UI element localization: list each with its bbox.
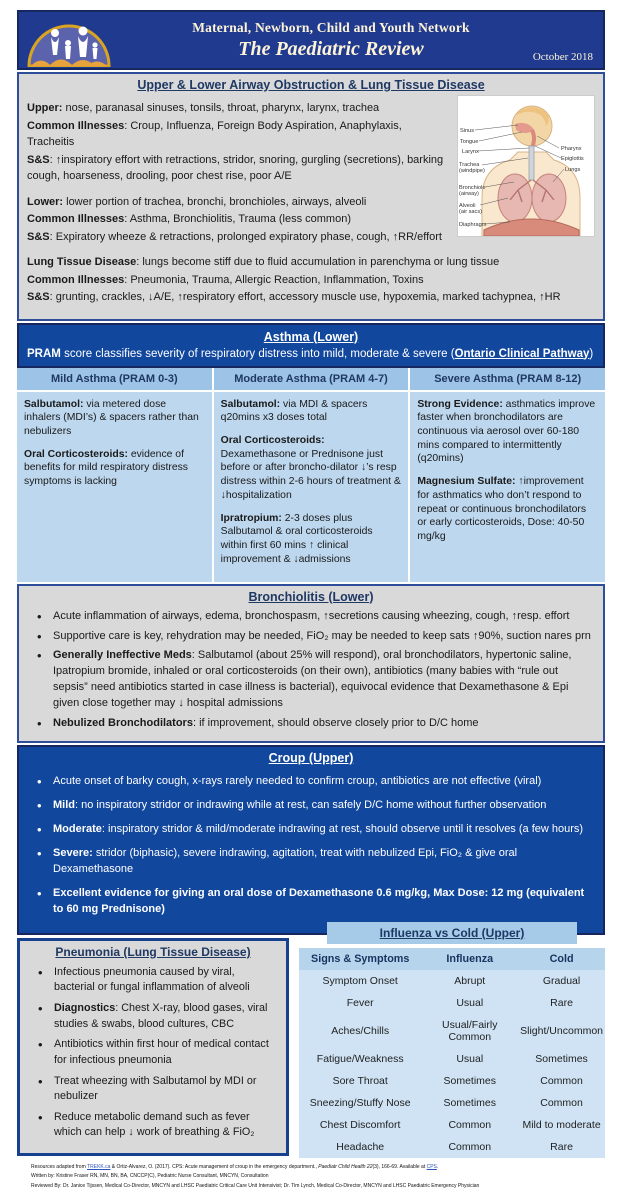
table-cell: Sometimes [421,1092,518,1114]
bullet-item: • Reduce metabolic demand such as fever which can help ↓ work of breathing & FiO₂ [34,1110,276,1141]
mild-asthma-header: Mild Asthma (PRAM 0-3) [17,368,212,392]
table-cell: Chest Discomfort [299,1114,421,1136]
pram-score-line [27,348,595,360]
airway-section-title: Upper & Lower Airway Obstruction & Lung Tissue Disease [137,78,485,92]
table-row [299,1014,605,1048]
section-bronchiolitis [17,584,605,744]
table-cell: Rare [518,992,605,1014]
footer-written-by: Written by: Kristine Fraser RN, MN, BN, BA, CNCCP(C), Pediatric Nurse Consultant, MNCYN, Consultation [31,1173,269,1180]
table-cell: Usual [421,1048,518,1070]
footer-reviewed-by: Reviewed By: Dr. Janice Tijssen, Medical Co-Director, MNCYN and LHSC Paediatric Critical Care Unit Intensivist; Dr. Tim Lynch, Medical Co-Director, MNCYN and LHSC Paediatric Emergency Physician [31,1182,480,1189]
bullet-item: • Excellent evidence for giving an oral dose of Dexamethasone 0.6 mg/kg, Max Dose: 12 mg (equivalent to 60 mg Prednisone) [33,886,593,918]
label-pharynx: Pharynx [561,146,582,152]
asthma-section-title: Asthma (Lower) [263,329,359,344]
footer-credits [17,1161,605,1193]
table-cell: Aches/Chills [299,1014,421,1048]
child-respiratory-diagram-icon [458,96,594,236]
cps-link[interactable]: CPS [426,1163,437,1170]
table-row [299,970,605,992]
bullet-item: • Mild: no inspiratory stridor or indrawing while at rest, can safely D/C home without further observation [33,798,593,814]
network-name: Maternal, Newborn, Child and Youth Network [192,19,470,35]
table-row [299,1070,605,1092]
bullet-item: • Acute onset of barky cough, x-rays rarely needed to confirm croup, antibiotics are not effective (viral) [33,774,593,790]
section-pneumonia [17,938,289,1156]
table-cell: Common [518,1070,605,1092]
newsletter-page [17,10,605,1193]
footer-text: & Ortiz-Alvarez, O. (2017). CPS: Acute management of croup in the emergency department., [110,1163,319,1170]
table-cell: Gradual [518,970,605,992]
text-line: S&S: ↑inspiratory effort with retractions, stridor, snoring, gurgling (secretions), barking cough, hoarseness, drooling, poor chest rise, poor A/E [27,153,444,182]
table-cell: Slight/Uncommon [518,1014,605,1048]
pram-bold: PRAM [27,347,61,360]
pram-close: ) [589,347,594,360]
table-cell: Fatigue/Weakness [299,1048,421,1070]
table-row [299,1092,605,1114]
influenza-vs-cold-table [299,948,605,1158]
mild-asthma-cell [17,392,212,582]
pneumonia-title: Pneumonia (Lung Tissue Disease) [55,944,251,959]
label-larynx: Larynx [462,149,479,155]
masthead [17,10,605,70]
table-cell: Common [421,1114,518,1136]
bullet-item: • Moderate: inspiratory stridor & mild/moderate indrawing at rest, should observe until it resolves (a few hours) [33,822,593,838]
severe-asthma-column [410,368,605,582]
col-cold: Cold [518,948,605,970]
table-cell: Sneezing/Stuffy Nose [299,1092,421,1114]
table-cell: Usual [421,992,518,1014]
label-tongue: Tongue [460,139,479,145]
croup-title: Croup (Upper) [268,751,354,766]
label-epiglottis: Epiglottis [561,156,584,162]
table-cell: Mild to moderate [518,1114,605,1136]
moderate-asthma-header: Moderate Asthma (PRAM 4-7) [214,368,409,392]
bullet-item: • Infectious pneumonia caused by viral, bacterial or fungal inflammation of alveoli [34,965,276,996]
label-alveoli: Alveoli [459,203,476,209]
croup-bullet-list [25,774,597,928]
bronchiolitis-bullet-list [25,609,597,739]
label-air-sacs: (air sacs) [459,209,482,215]
asthma-severity-table [17,368,605,582]
table-cell: Rare [518,1136,605,1158]
bullet-item: • Severe: stridor (biphasic), severe indrawing, agitation, treat with nebulized Epi, FiO₂ & give oral Dexamethasone [33,846,593,878]
page-title: The Paediatric Review [238,37,424,60]
trekk-link[interactable]: TREKK.ca [87,1163,111,1170]
bronchiolitis-title: Bronchiolitis (Lower) [248,589,374,604]
label-lungs: Lungs [565,167,581,173]
text-line: Common Illnesses: Pneumonia, Trauma, Allergic Reaction, Inflammation, Toxins [27,273,424,286]
text-line: Lower: lower portion of trachea, bronchi, bronchioles, airways, alveoli [27,195,367,208]
text-line: Salbutamol: via MDI & spacers q20mins x3 doses total [220,398,368,424]
severe-asthma-cell [410,392,605,582]
network-logo [19,13,119,67]
text-line: Common Illnesses: Asthma, Bronchiolitis, Trauma (less common) [27,213,351,225]
bottom-row [17,925,605,1158]
bullet-item: • Supportive care is key, rehydration may be needed, FiO₂ may be needed to keep sats ↑90%, suction nares prn [33,629,593,645]
label-windpipe: (windpipe) [459,168,485,174]
footer-text: (3), 166-69. Available at [372,1163,427,1170]
text-line: Salbutamol: via metered dose inhalers (MDI’s) & spacers rather than nebulizers [24,398,199,437]
text-line: Oral Corticosteroids: Dexamethasone or Prednisone just before or after broncho-dilator ↓’s resp distress within 2-6 hours of treatment & ↓hospitalization [220,434,401,501]
table-row [299,992,605,1014]
table-cell: Common [518,1092,605,1114]
ontario-clinical-pathway-link[interactable]: Ontario Clinical Pathway [454,347,590,360]
moderate-asthma-cell [214,392,409,582]
table-cell: Headache [299,1136,421,1158]
table-cell: Abrupt [421,970,518,992]
label-diaphragm: Diaphragm [459,222,487,228]
bullet-item: • Generally Ineffective Meds: Salbutamol (about 25% will respond), oral bronchodilators, hypertonic saline, Ipatropium bromide, inhaled or oral corticosteroids (on their own), antibiotics (many babies with “rule out sepsis” need antibiotics started in case illness is bacterial), equivocal evidence that Dexamethasone & Epi given close together may ↓ hospital admissions [33,648,593,712]
journal-name: Paediatr Child Health 22 [318,1163,373,1170]
label-trachea: Trachea [459,162,480,168]
table-row [299,1114,605,1136]
text-line: Upper: nose, paranasal sinuses, tonsils, throat, pharynx, larynx, trachea [27,102,380,114]
section-influenza-vs-cold [299,925,605,1158]
section-croup [17,745,605,935]
lung-tissue-paragraph [27,254,595,306]
mild-asthma-column [17,368,212,582]
influenza-header-row [299,948,605,970]
text-line: Lung Tissue Disease: lungs become stiff due to fluid accumulation in parenchyma or lung tissue [27,256,500,268]
pram-text: score classifies severity of respiratory distress into mild, moderate & severe ( [60,347,455,360]
pneumonia-bullet-list [26,965,280,1148]
text-line: Common Illnesses: Croup, Influenza, Foreign Body Aspiration, Anaphylaxis, Tracheitis [27,119,402,148]
table-cell: Symptom Onset [299,970,421,992]
influenza-vs-cold-title: Influenza vs Cold (Upper) [327,922,578,944]
table-cell: Usual/Fairly Common [421,1014,518,1048]
table-cell: Sometimes [518,1048,605,1070]
footer-resources-line [31,1163,591,1173]
influenza-table-body [299,970,605,1158]
moderate-asthma-column [214,368,409,582]
table-row [299,1136,605,1158]
respiratory-anatomy-figure [457,95,595,237]
section-airway-obstruction [17,72,605,321]
label-sinus: Sinus [460,128,474,134]
section-asthma-banner [17,323,605,368]
text-line: Magnesium Sulfate: ↑improvement for asthmatics who don’t respond to repeat or continuous bronchodilators or early corticosteroids, Dose: 40-50 mg/kg [417,476,587,543]
issue-date: October 2018 [532,51,593,63]
table-row [299,1048,605,1070]
table-cell: Fever [299,992,421,1014]
text-line: Oral Corticosteroids: evidence of benefits for mild respiratory distress symptoms is lacking [24,448,188,488]
text-line: S&S: grunting, crackles, ↓A/E, ↑respiratory effort, accessory muscle use, hypoxemia, marked tachypnea, ↑HR [27,291,561,303]
bullet-item: • Treat wheezing with Salbutamol by MDI or nebulizer [34,1074,276,1105]
influenza-table-head [299,948,605,970]
label-bronchiole: Bronchiole [459,185,486,191]
table-cell: Sometimes [421,1070,518,1092]
label-airway: (airway) [459,191,479,197]
text-line: S&S: Expiratory wheeze & retractions, prolonged expiratory phase, cough, ↑RR/effort [27,230,442,243]
footer-text: Resources adapted from [31,1163,88,1170]
text-line: Ipratropium: 2-3 doses plus Salbutamol & oral corticosteroids within first 60 mins ↑ clinical improvement & ↓admissions [220,512,373,565]
footer-text: . [436,1163,439,1170]
bullet-item: • Acute inflammation of airways, edema, bronchospasm, ↑secretions causing wheezing, cough, ↑resp. effort [33,609,593,625]
table-cell: Sore Throat [299,1070,421,1092]
col-signs-symptoms: Signs & Symptoms [299,948,421,970]
masthead-text [119,20,543,61]
col-influenza: Influenza [421,948,518,970]
family-logo-icon [25,15,113,67]
text-line: Strong Evidence: asthmatics improve faster when bronchodilators are continuous via aerosol over 60-180 mins compared to intermittently (q20mins) [417,398,596,465]
bullet-item: • Nebulized Bronchodilators: if improvement, should observe closely prior to D/C home [33,716,593,732]
bullet-item: • Antibiotics within first hour of medical contact for infectious pneumonia [34,1037,276,1068]
bullet-item: • Diagnostics: Chest X-ray, blood gases, viral studies & swabs, blood cultures, CBC [34,1001,276,1032]
severe-asthma-header: Severe Asthma (PRAM 8-12) [410,368,605,392]
table-cell: Common [421,1136,518,1158]
